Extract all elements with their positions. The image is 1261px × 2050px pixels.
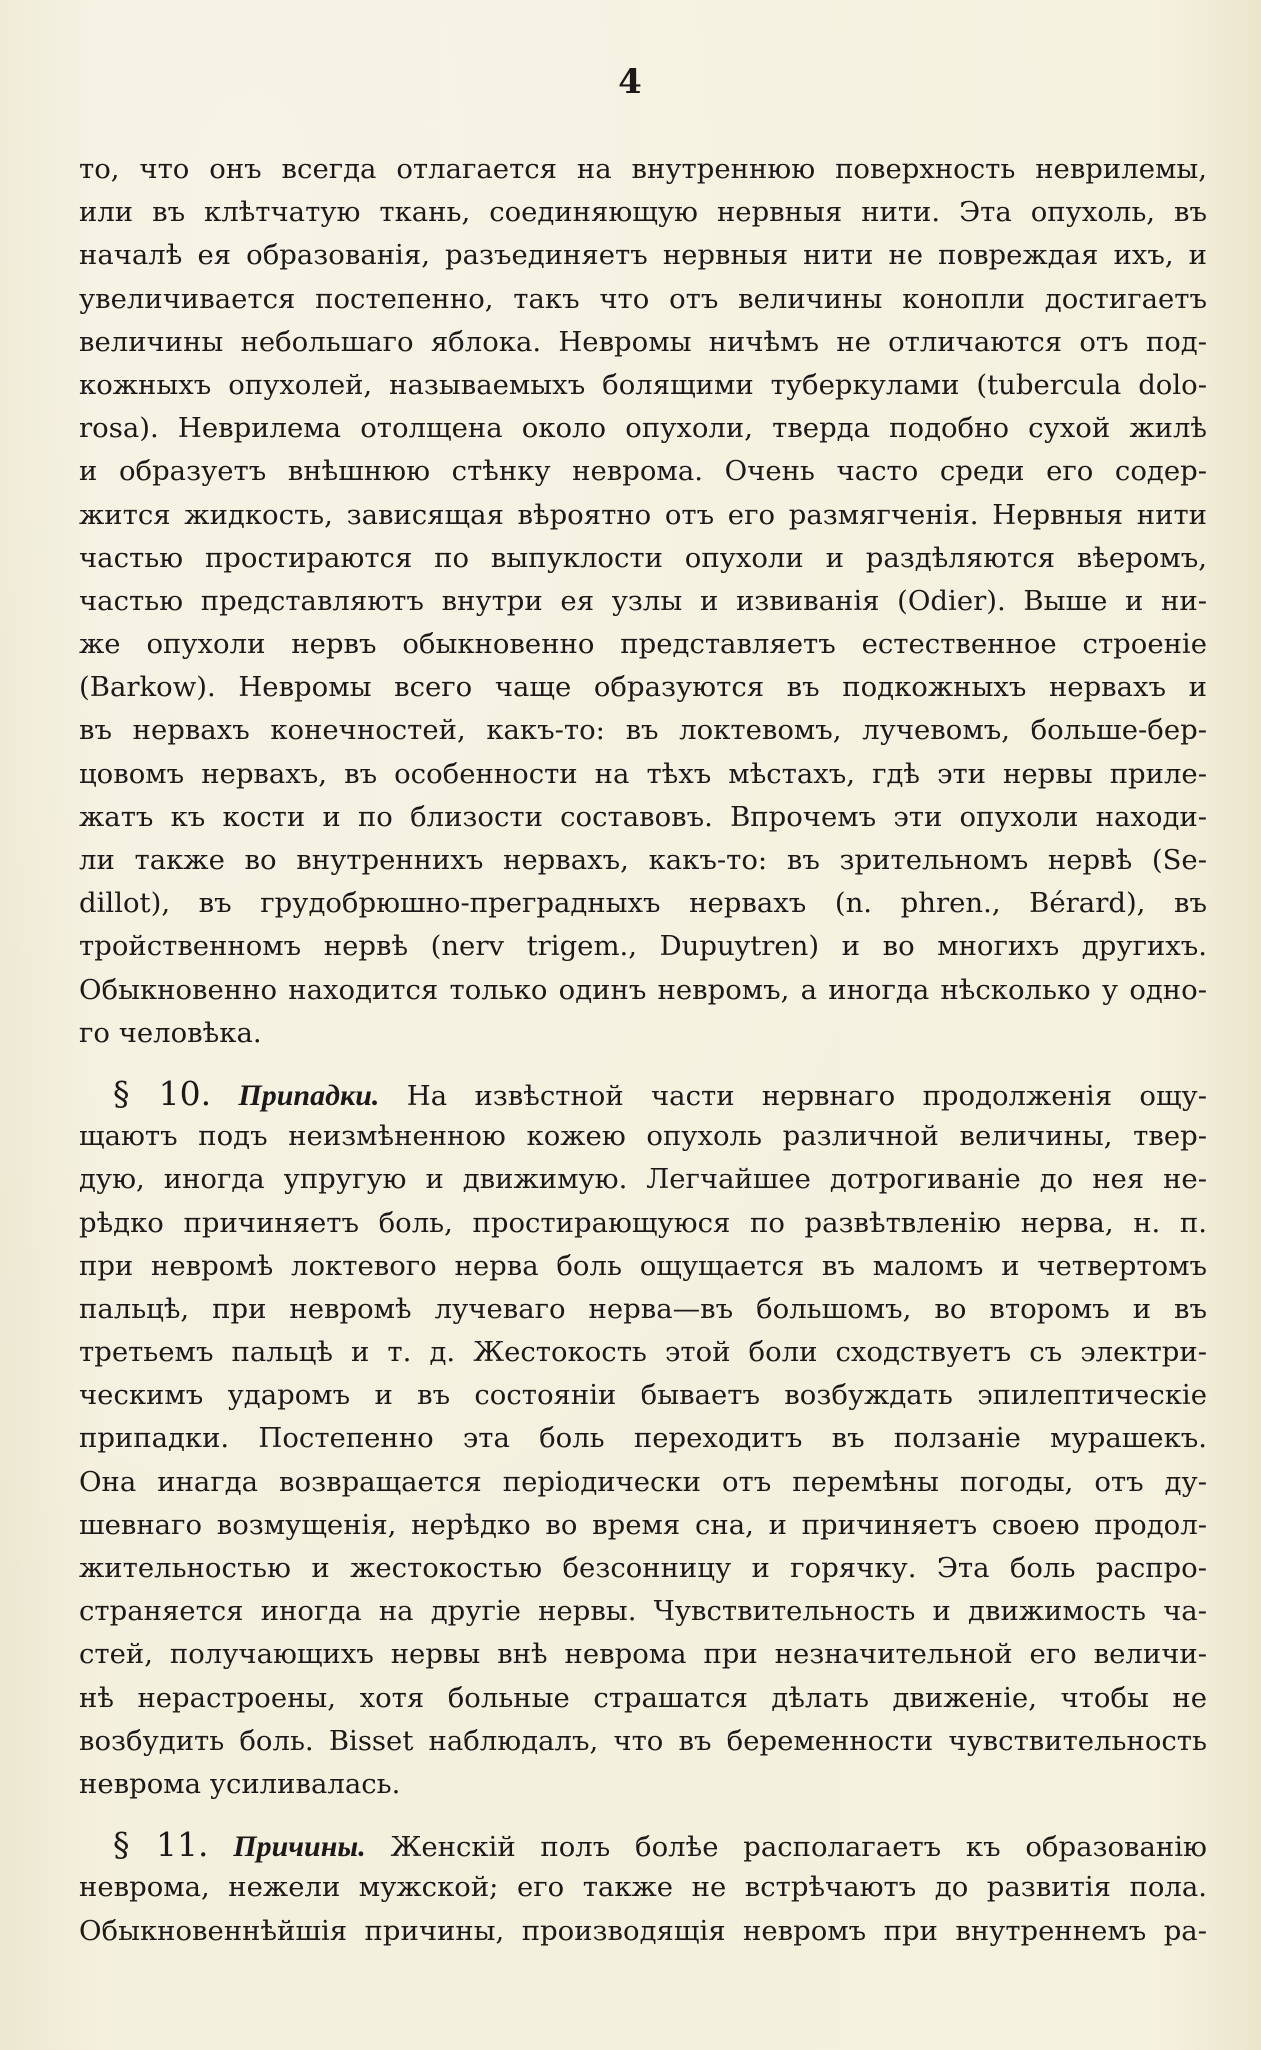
text-line: и образуетъ внѣшнюю стѣнку невромa. Очень часто среди его содер-: [79, 455, 1207, 488]
text-run: Женскій полъ болѣе располагаетъ къ образованію: [390, 1831, 1207, 1864]
text-line: возбудить боль. Bisset наблюдалъ, что въ беременности чувствительность: [79, 1724, 1207, 1757]
text-line: [79, 1823, 1207, 1866]
text-line: невромa усиливалась.: [79, 1767, 401, 1800]
text-line: Она инагда возвращается періодически отъ перемѣны погоды, отъ ду-: [79, 1465, 1207, 1498]
text-line: третьемъ пальцѣ и т. д. Жестокость этой боли сходствуетъ съ электри-: [79, 1336, 1207, 1369]
text-line: ческимъ ударомъ и въ состояніи бываетъ возбуждать эпилептическіе: [79, 1379, 1207, 1412]
text-line: невромa, нежели мужской; его также не встрѣчаютъ до развитія пола.: [79, 1871, 1207, 1904]
text-line: dillot), въ грудобрюшно-преградныхъ нервахъ (n. phren., Bérard), въ: [79, 887, 1207, 920]
text-line: шевнаго возмущенія, нерѣдко во время сна, и причиняетъ своею продол-: [79, 1508, 1207, 1541]
text-line: частью простираются по выпуклости опухоли и раздѣляются вѣеромъ,: [79, 541, 1207, 574]
text-line: жительностью и жестокостью безсонницу и горячку. Эта боль распро-: [79, 1552, 1207, 1584]
text-line: цовомъ нервахъ, въ особенности на тѣхъ мѣстахъ, гдѣ эти нервы приле-: [79, 757, 1207, 790]
text-line: кожныхъ опухолей, называемыхъ болящими туберкулами (tubercula dolo-: [79, 368, 1207, 401]
text-line: нѣ нерастроены, хотя больные страшатся дѣлать движеніе, чтобы не: [79, 1681, 1207, 1714]
text-line: при невромѣ локтевого нерва боль ощущается въ маломъ и четвертомъ: [79, 1249, 1207, 1282]
section-11: [79, 1823, 1207, 1953]
text-line: же опухоли нервъ обыкновенно представляетъ естественное строеніе: [79, 628, 1207, 661]
text-line: жатъ къ кости и по близости составовъ. Впрочемъ эти опухоли находи-: [79, 800, 1207, 833]
page-number: 4: [618, 62, 643, 102]
text-line: страняется иногда на другіе нервы. Чувствительность и движимость ча-: [79, 1595, 1207, 1628]
text-line: (Barkow). Невромы всего чаще образуются въ подкожныхъ нервахъ и: [79, 671, 1207, 704]
text-line: увеличивается постепенно, такъ что отъ величины конопли достигаетъ: [79, 282, 1207, 315]
text-line: величины небольшаго яблока. Невромы ничѣмъ не отличаются отъ под-: [79, 325, 1207, 358]
section-number: § 11.: [113, 1825, 209, 1865]
text-line: въ нервахъ конечностей, какъ-то: въ локтевомъ, лучевомъ, больше-бер-: [79, 714, 1207, 747]
text-line: частью представляютъ внутри ея узлы и извиванія (Odier). Выше и ни-: [79, 584, 1207, 617]
section-number: § 10.: [113, 1073, 212, 1113]
text-line: го человѣка.: [79, 1016, 262, 1049]
text-line: жится жидкость, зависящая вѣроятно отъ его размягченія. Нервныя нити: [79, 498, 1207, 531]
text-line: ли также во внутреннихъ нервахъ, какъ-то: въ зрительномъ нервѣ (Se-: [79, 844, 1207, 876]
section-title: Припадки.: [238, 1078, 380, 1112]
body-text: [79, 148, 1207, 1953]
paragraph-1: [79, 148, 1207, 1055]
text-line: Обыкновеннѣйшія причины, производящія невромъ при внутреннемъ ра-: [79, 1914, 1207, 1947]
text-line: началѣ ея образованія, разъединяетъ нервныя нити не повреждая ихъ, и: [79, 239, 1207, 272]
text-line: Обыкновенно находится только одинъ невромъ, а иногда нѣсколько у одно-: [79, 973, 1207, 1006]
section-10: [79, 1072, 1207, 1806]
text-run: На извѣстной части нервнаго продолженія ощу-: [406, 1079, 1207, 1112]
text-line: или въ клѣтчатую ткань, соединяющую нервныя нити. Эта опухоль, въ: [79, 196, 1207, 229]
section-title: Причины.: [233, 1830, 366, 1864]
text-line: дую, иногда упругую и движимую. Легчайшее дотрогиваніе до нея не-: [79, 1163, 1207, 1196]
text-line: тройственномъ нервѣ (nerv trigem., Dupuytren) и во многихъ другихъ.: [79, 930, 1207, 963]
text-line: пальцѣ, при невромѣ лучеваго нерва—въ большомъ, во второмъ и въ: [79, 1292, 1207, 1325]
text-line: рѣдко причиняетъ боль, простирающуюся по развѣтвленію нерва, н. п.: [79, 1206, 1207, 1239]
text-line: щаютъ подъ неизмѣненною кожею опухоль различной величины, твер-: [79, 1120, 1207, 1153]
text-line: то, что онъ всегда отлагается на внутреннюю поверхность неврилемы,: [79, 153, 1207, 185]
text-line: rosa). Неврилема отолщена около опухоли, тверда подобно сухой жилѣ: [79, 412, 1207, 445]
text-line: стей, получающихъ нервы внѣ невромa при незначительной его величи-: [79, 1638, 1207, 1671]
text-line: припадки. Постепенно эта боль переходитъ въ ползаніе мурашекъ.: [79, 1422, 1207, 1455]
text-line: [79, 1072, 1207, 1115]
